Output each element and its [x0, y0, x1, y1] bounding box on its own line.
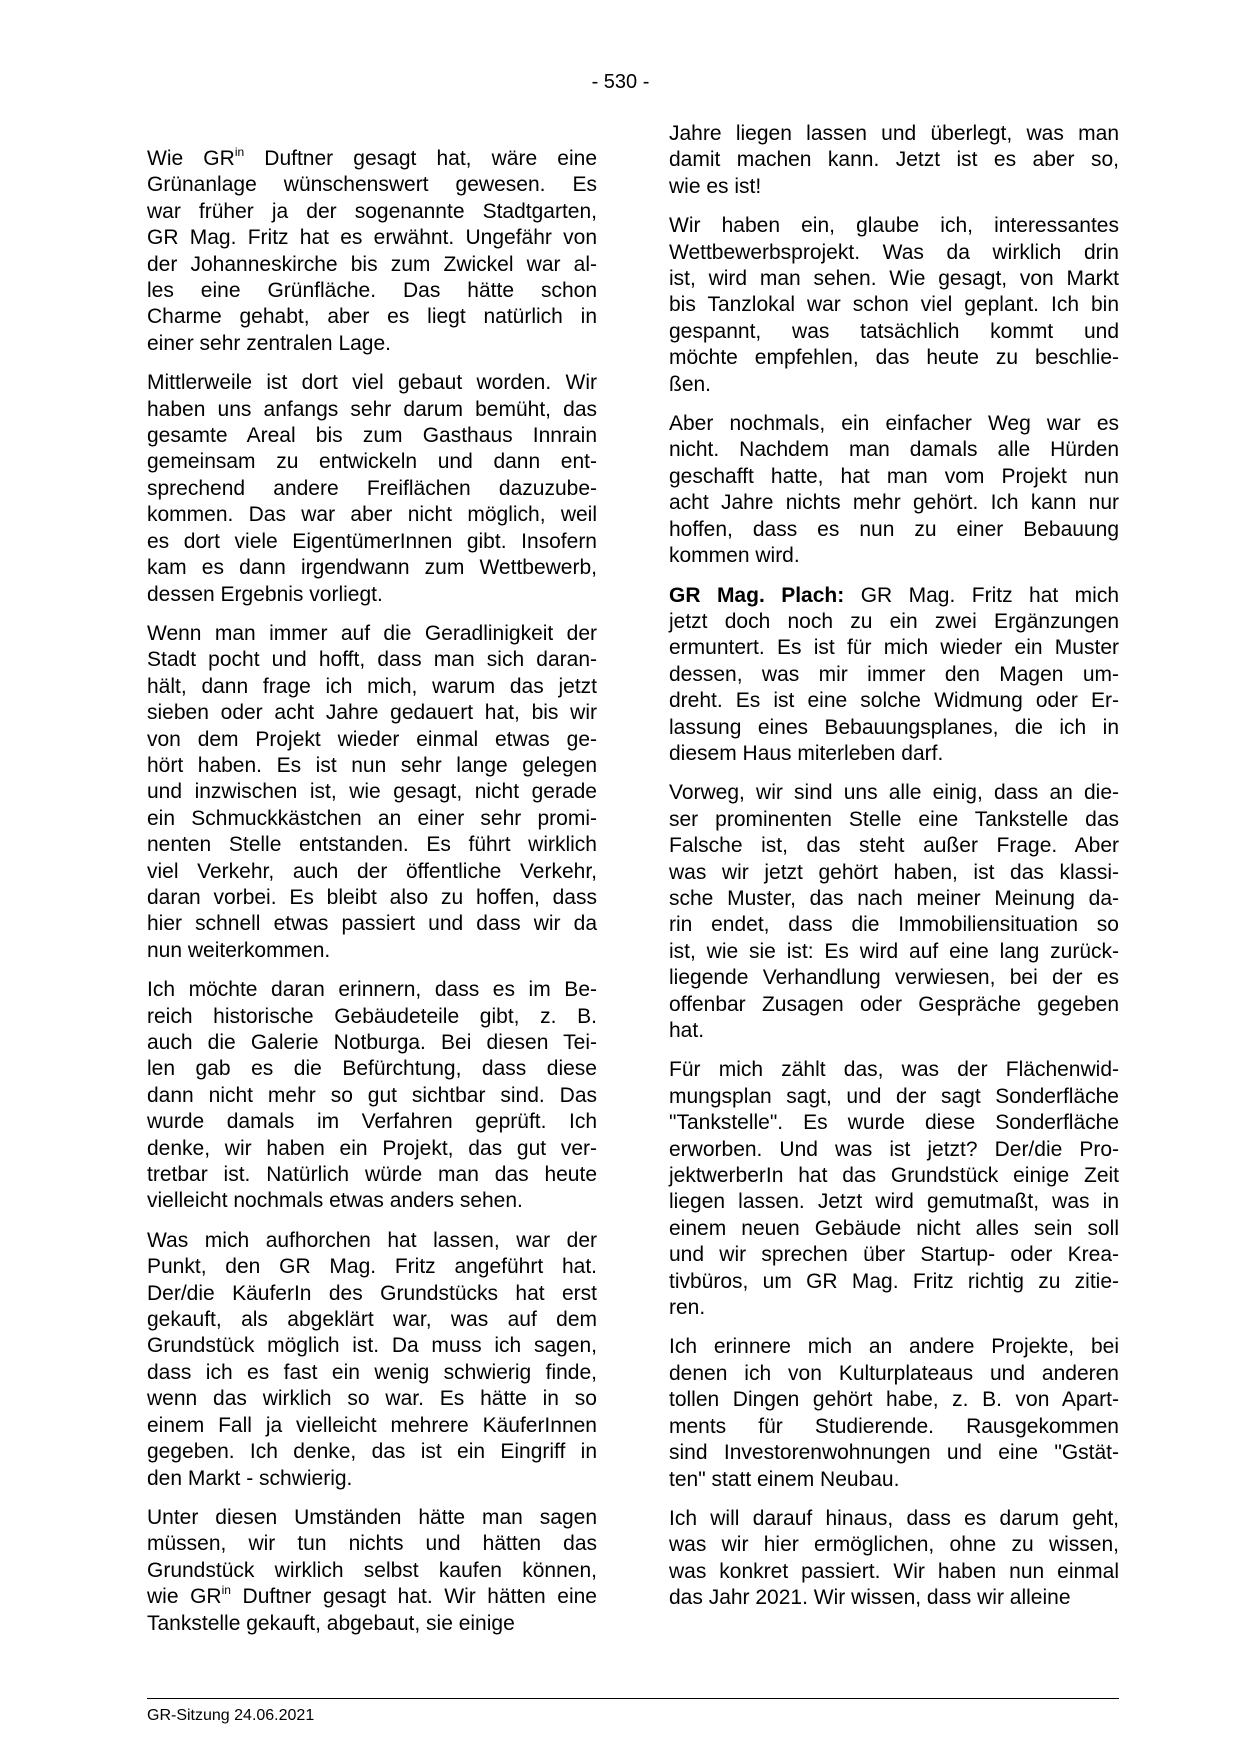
- text-line: daran vorbei. Es bleibt also zu hoffen, dass: [147, 885, 597, 909]
- text-line: gegeben. Ich denke, das ist ein Eingriff in: [147, 1440, 597, 1464]
- text-line: sind Investorenwohnungen und eine "Gstät-: [669, 1441, 1119, 1465]
- text-line: dessen, was mir immer den Magen um-: [669, 662, 1119, 686]
- paragraph: [669, 213, 1119, 398]
- text-line: und inzwischen ist, wie gesagt, nicht gerade: [147, 780, 597, 804]
- text-line: bis Tanzlokal war schon viel geplant. Ich bin: [669, 293, 1119, 317]
- text-line: kommen wird.: [669, 544, 800, 568]
- text-line: dessen Ergebnis vorliegt.: [147, 582, 383, 606]
- text-line: hält, dann frage ich mich, warum das jetzt: [147, 674, 597, 698]
- text-line: was wir hier ermöglichen, ohne zu wissen,: [669, 1533, 1119, 1557]
- text-line: hier schnell etwas passiert und dass wir da: [147, 912, 597, 936]
- superscript: in: [234, 145, 245, 159]
- text-line: hat.: [669, 1019, 705, 1042]
- text-line: "Tankstelle". Es wurde diese Sonderfläche: [669, 1111, 1119, 1135]
- text-line: hoffen, dass es nun zu einer Bebauung: [669, 517, 1119, 541]
- text-line: gespannt, was tatsächlich kommt und: [669, 319, 1119, 343]
- text-line: les eine Grünfläche. Das hätte schon: [147, 279, 597, 303]
- text-line: müssen, wir tun nichts und hätten das: [147, 1532, 597, 1556]
- text-line: nun weiterkommen.: [147, 938, 331, 962]
- footer-divider: [147, 1698, 1119, 1699]
- text-line: Wir haben ein, glaube ich, interessantes: [669, 214, 1119, 238]
- text-line: Wie $GR^{in}$ Duftner gesagt hat, wäre eine: [147, 145, 598, 170]
- text-line: rin endet, dass die Immobiliensituation so: [669, 913, 1119, 937]
- text-line: Grundstück wirklich selbst kaufen können,: [147, 1558, 597, 1582]
- text-line: Grundstück möglich ist. Da muss ich sagen,: [147, 1334, 597, 1358]
- text-line: auch die Galerie Notburga. Bei diesen Tei-: [147, 1031, 597, 1054]
- text-line: wie es ist!: [669, 174, 762, 198]
- paragraph: [669, 411, 1119, 569]
- text-line: liegen lassen. Jetzt wird gemutmaßt, was in: [669, 1190, 1119, 1214]
- text-line: Punkt, den GR Mag. Fritz angeführt hat.: [147, 1255, 597, 1279]
- text-line: dann nicht mehr so gut sichtbar sind. Das: [147, 1083, 597, 1107]
- text-line: Unter diesen Umständen hätte man sagen: [147, 1505, 597, 1529]
- text-line: wurde damals im Verfahren geprüft. Ich: [147, 1110, 597, 1134]
- text-line: ten" statt einem Neubau.: [669, 1467, 900, 1491]
- text-line: damit machen kann. Jetzt ist es aber so,: [669, 148, 1119, 172]
- text-line: möchte empfehlen, das heute zu beschlie-: [669, 346, 1119, 370]
- text-line: einem Fall ja vielleicht mehrere KäuferInnen: [147, 1413, 597, 1437]
- text-line: ein Schmuckkästchen an einer sehr promi-: [147, 806, 597, 830]
- text-line: Für mich zählt das, was der Flächenwid-: [669, 1058, 1119, 1082]
- paragraph: [147, 977, 597, 1215]
- text-line: Grünanlage wünschenswert gewesen. Es: [147, 173, 597, 197]
- text-line: Wenn man immer auf die Geradlinigkeit der: [147, 621, 597, 645]
- text-line: Ich möchte daran erinnern, dass es im Be-: [147, 978, 597, 1002]
- text-line: tretbar ist. Natürlich würde man das heute: [147, 1163, 597, 1187]
- text-line: jetzt doch noch zu ein zwei Ergänzungen: [669, 609, 1119, 633]
- text-line: Was mich aufhorchen hat lassen, war der: [147, 1228, 597, 1252]
- text-line: Aber nochmals, ein einfacher Weg war es: [669, 412, 1119, 436]
- text-line: Charme gehabt, aber es liegt natürlich in: [147, 305, 597, 329]
- text-line: jektwerberIn hat das Grundstück einige Zeit: [669, 1164, 1119, 1188]
- text-line: denen ich von Kulturplateaus und anderen: [669, 1361, 1119, 1385]
- right-column: [669, 121, 1119, 1625]
- text-line: Tankstelle gekauft, abgebaut, sie einige: [147, 1611, 515, 1635]
- text-line: diesem Haus miterleben darf.: [669, 741, 944, 765]
- paragraph: [669, 1057, 1119, 1321]
- text-line: wie $GR^{in}$ Duftner gesagt hat. Wir hätten eine: [147, 1583, 597, 1609]
- text-line: von dem Projekt wieder einmal etwas ge-: [147, 727, 597, 751]
- page-number: - 530 -: [591, 71, 650, 93]
- text-line: ermuntert. Es ist für mich wieder ein Muster: [669, 636, 1119, 660]
- text-line: reich historische Gebäudeteile gibt, z. B.: [147, 1004, 597, 1028]
- text-line: Ich will darauf hinaus, dass es darum geht,: [669, 1506, 1119, 1530]
- text-line: nicht. Nachdem man damals alle Hürden: [669, 438, 1119, 462]
- text-line: was konkret passiert. Wir haben nun einmal: [669, 1559, 1119, 1583]
- text-line: tivbüros, um GR Mag. Fritz richtig zu zitie-: [669, 1269, 1119, 1293]
- text-line: das Jahr 2021. Wir wissen, dass wir alleine: [669, 1586, 1071, 1610]
- text-line: Ich erinnere mich an andere Projekte, bei: [669, 1335, 1119, 1359]
- text-line: ren.: [669, 1296, 706, 1320]
- text-line: ments für Studierende. Rausgekommen: [669, 1414, 1119, 1438]
- text-line: denke, wir haben ein Projekt, das gut ver-: [147, 1136, 597, 1160]
- text-line: gekauft, als abgeklärt war, was auf dem: [147, 1308, 597, 1332]
- text-line: es dort viele EigentümerInnen gibt. Insofern: [147, 529, 597, 553]
- text-line: sprechend andere Freiflächen dazuzube-: [147, 476, 597, 500]
- text-line: Falsche ist, das steht außer Frage. Aber: [669, 834, 1119, 858]
- text-line: einer sehr zentralen Lage.: [147, 331, 391, 355]
- text-line: ist, wird man sehen. Wie gesagt, von Markt: [669, 267, 1119, 291]
- text-line: Der/die KäuferIn des Grundstücks hat erst: [147, 1281, 597, 1305]
- text-line: GR Mag. Plach: GR Mag. Fritz hat mich: [669, 583, 1119, 607]
- paragraph: [669, 1334, 1119, 1492]
- left-column: [147, 146, 597, 1650]
- text-line: acht Jahre nichts mehr gehört. Ich kann nur: [669, 491, 1119, 515]
- text-line: war früher ja der sogenannte Stadtgarten,: [147, 199, 597, 223]
- text-line: den Markt - schwierig.: [147, 1466, 353, 1490]
- text-line: gesamte Areal bis zum Gasthaus Innrain: [147, 424, 597, 448]
- text-line: mungsplan sagt, und der sagt Sonderfläche: [669, 1084, 1119, 1108]
- text-line: Wettbewerbsprojekt. Was da wirklich drin: [669, 240, 1119, 264]
- paragraph: [147, 1228, 597, 1492]
- text-line: ist, wie sie ist: Es wird auf eine lang zurück-: [669, 939, 1119, 963]
- text-line: Jahre liegen lassen und überlegt, was man: [669, 122, 1119, 145]
- text-line: tollen Dingen gehört habe, z. B. von Apart-: [669, 1388, 1119, 1412]
- text-line: Mittlerweile ist dort viel gebaut worden. Wir: [147, 371, 597, 395]
- text-line: nenten Stelle entstanden. Es führt wirklich: [147, 833, 597, 857]
- text-line: lassung eines Bebauungsplanes, die ich in: [669, 715, 1119, 739]
- text-line: sche Muster, das nach meiner Meinung da-: [669, 886, 1119, 910]
- text-line: was wir jetzt gehört haben, ist das klassi-: [669, 860, 1119, 884]
- paragraph: [669, 1506, 1119, 1612]
- paragraph: [669, 121, 1119, 200]
- text-line: kommen. Das war aber nicht möglich, weil: [147, 503, 597, 527]
- text-line: sieben oder acht Jahre gedauert hat, bis wir: [147, 701, 597, 725]
- superscript: in: [221, 1583, 231, 1598]
- text-line: liegende Verhandlung verwiesen, bei der es: [669, 966, 1119, 990]
- text-line: einem neuen Gebäude nicht alles sein soll: [669, 1216, 1119, 1240]
- text-line: dreht. Es ist eine solche Widmung oder Er-: [669, 689, 1119, 713]
- text-line: Stadt pocht und hofft, dass man sich daran-: [147, 648, 597, 672]
- text-line: und wir sprechen über Startup- oder Krea-: [669, 1243, 1119, 1267]
- text-line: dass ich es fast ein wenig schwierig finde,: [147, 1360, 597, 1384]
- footer-session-date: GR-Sitzung 24.06.2021: [147, 1707, 315, 1724]
- paragraph: [147, 1505, 597, 1637]
- paragraph: [147, 370, 597, 608]
- text-line: wenn das wirklich so war. Es hätte in so: [147, 1387, 597, 1411]
- text-line: len gab es die Befürchtung, dass diese: [147, 1057, 597, 1081]
- text-line: ser prominenten Stelle eine Tankstelle das: [669, 807, 1119, 831]
- paragraph: [147, 146, 597, 357]
- text-line: vielleicht nochmals etwas anders sehen.: [147, 1189, 523, 1213]
- paragraph: [147, 621, 597, 964]
- paragraph: [669, 780, 1119, 1044]
- text-line: geschafft hatte, hat man vom Projekt nun: [669, 464, 1119, 488]
- text-line: hört haben. Es ist nun sehr lange gelegen: [147, 753, 597, 777]
- text-line: GR Mag. Fritz hat es erwähnt. Ungefähr von: [147, 226, 597, 250]
- text-line: offenbar Zusagen oder Gespräche gegeben: [669, 992, 1119, 1016]
- text-line: viel Verkehr, auch der öffentliche Verkehr,: [147, 859, 597, 883]
- text-line: Vorweg, wir sind uns alle einig, dass an die-: [669, 781, 1119, 805]
- text-line: haben uns anfangs sehr darum bemüht, das: [147, 397, 597, 421]
- text-line: ßen.: [669, 372, 712, 396]
- paragraph: [669, 583, 1119, 768]
- text-line: der Johanneskirche bis zum Zwickel war al-: [147, 252, 597, 276]
- text-line: gemeinsam zu entwickeln und dann ent-: [147, 450, 597, 474]
- speaker-label: GR Mag. Plach:: [669, 583, 845, 607]
- text-line: kam es dann irgendwann zum Wettbewerb,: [147, 556, 597, 580]
- text-line: erworben. Und was ist jetzt? Der/die Pro-: [669, 1137, 1119, 1161]
